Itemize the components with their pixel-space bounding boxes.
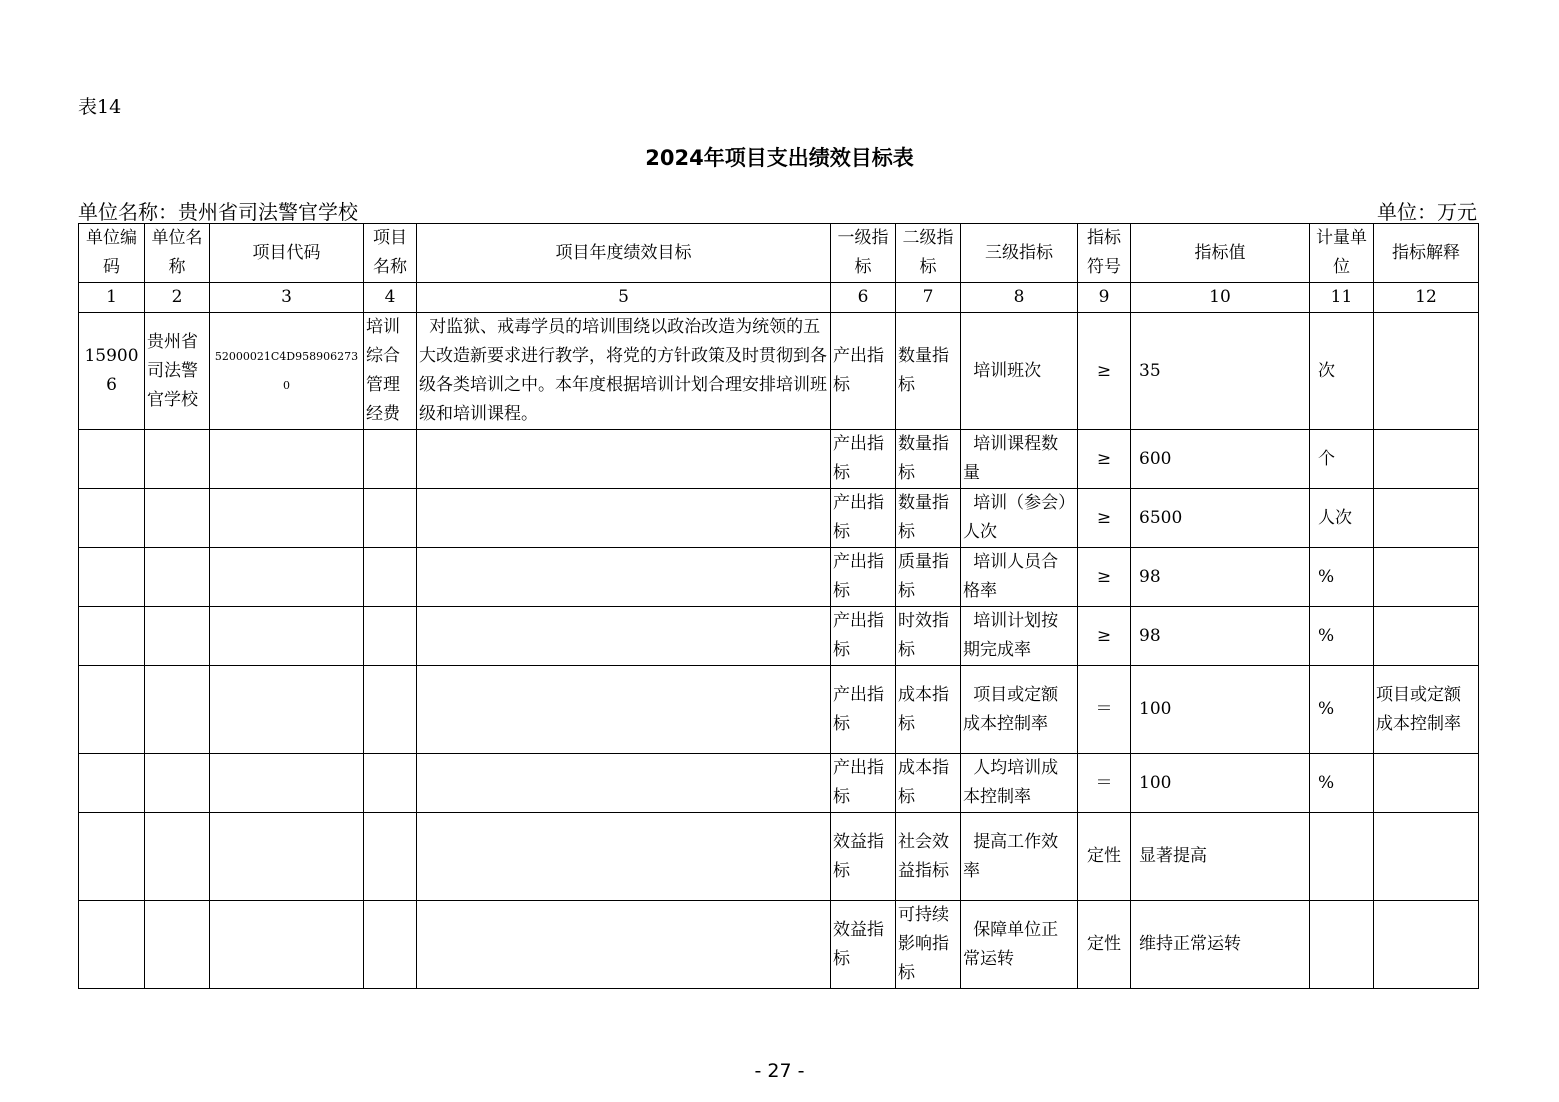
header-cell: 指标解释 [1374, 224, 1479, 283]
empty-cell [417, 607, 831, 666]
indicator-note-cell: 项目或定额成本控制率 [1374, 666, 1479, 754]
indicator-value-cell: 98 [1131, 607, 1310, 666]
empty-cell [145, 489, 210, 548]
measure-unit-cell: 人次 [1310, 489, 1374, 548]
empty-cell [417, 901, 831, 989]
level3-indicator-cell: 培训（参会）人次 [961, 489, 1078, 548]
annual-goal-cell: 对监狱、戒毒学员的培训围绕以政治改造为统领的五大改造新要求进行教学，将党的方针政策及时贯彻到各级各类培训之中。本年度根据培训计划合理安排培训班级和培训课程。 [417, 313, 831, 430]
indicator-note-cell [1374, 901, 1479, 989]
empty-cell [145, 754, 210, 813]
indicator-value-cell: 35 [1131, 313, 1310, 430]
indicator-symbol-cell: ≥ [1078, 548, 1131, 607]
level2-indicator-cell: 数量指标 [896, 313, 961, 430]
header-cell: 计量单位 [1310, 224, 1374, 283]
indicator-value-cell: 显著提高 [1131, 813, 1310, 901]
empty-cell [210, 813, 364, 901]
level1-indicator-cell: 效益指标 [831, 901, 896, 989]
level1-indicator-cell: 产出指标 [831, 666, 896, 754]
column-number: 9 [1078, 283, 1131, 313]
column-number: 6 [831, 283, 896, 313]
level2-indicator-cell: 质量指标 [896, 548, 961, 607]
currency-unit-label: 单位：万元 [1377, 200, 1477, 224]
empty-cell [145, 813, 210, 901]
header-cell: 项目名称 [364, 224, 417, 283]
level3-indicator-cell: 培训班次 [961, 313, 1078, 430]
measure-unit-cell [1310, 813, 1374, 901]
table-row [79, 489, 1479, 548]
empty-cell [145, 666, 210, 754]
measure-unit-cell: % [1310, 548, 1374, 607]
empty-cell [417, 489, 831, 548]
table-row [79, 666, 1479, 754]
level2-indicator-cell: 成本指标 [896, 666, 961, 754]
indicator-note-cell [1374, 813, 1479, 901]
empty-cell [364, 754, 417, 813]
empty-cell [210, 607, 364, 666]
column-number: 2 [145, 283, 210, 313]
header-cell: 单位编码 [79, 224, 145, 283]
indicator-value-cell: 98 [1131, 548, 1310, 607]
header-row [79, 224, 1479, 283]
empty-cell [417, 666, 831, 754]
indicator-note-cell [1374, 430, 1479, 489]
level1-indicator-cell: 产出指标 [831, 313, 896, 430]
measure-unit-cell: 次 [1310, 313, 1374, 430]
table-row [79, 754, 1479, 813]
level1-indicator-cell: 产出指标 [831, 489, 896, 548]
level3-indicator-cell: 项目或定额成本控制率 [961, 666, 1078, 754]
level3-indicator-cell: 培训人员合格率 [961, 548, 1078, 607]
empty-cell [364, 489, 417, 548]
indicator-value-cell: 维持正常运转 [1131, 901, 1310, 989]
indicator-symbol-cell: 定性 [1078, 813, 1131, 901]
column-number: 5 [417, 283, 831, 313]
level2-indicator-cell: 社会效益指标 [896, 813, 961, 901]
table-body [79, 224, 1479, 989]
indicator-value-cell: 100 [1131, 666, 1310, 754]
empty-cell [210, 548, 364, 607]
header-cell: 指标值 [1131, 224, 1310, 283]
empty-cell [210, 666, 364, 754]
project-name-cell: 培训综合管理经费 [364, 313, 417, 430]
column-number: 4 [364, 283, 417, 313]
column-number: 11 [1310, 283, 1374, 313]
header-cell: 项目代码 [210, 224, 364, 283]
table-row [79, 901, 1479, 989]
level1-indicator-cell: 产出指标 [831, 430, 896, 489]
empty-cell [210, 901, 364, 989]
level3-indicator-cell: 培训课程数量 [961, 430, 1078, 489]
measure-unit-cell [1310, 901, 1374, 989]
empty-cell [210, 754, 364, 813]
empty-cell [145, 607, 210, 666]
empty-cell [417, 548, 831, 607]
page-title: 2024年项目支出绩效目标表 [645, 146, 914, 170]
indicator-value-cell: 6500 [1131, 489, 1310, 548]
indicator-note-cell [1374, 754, 1479, 813]
indicator-note-cell [1374, 548, 1479, 607]
indicator-symbol-cell: ≥ [1078, 430, 1131, 489]
empty-cell [145, 548, 210, 607]
unit-name-label: 单位名称：贵州省司法警官学校 [78, 200, 358, 224]
column-number-row [79, 283, 1479, 313]
indicator-note-cell [1374, 607, 1479, 666]
empty-cell [79, 430, 145, 489]
indicator-symbol-cell: ≥ [1078, 489, 1131, 548]
column-number: 8 [961, 283, 1078, 313]
level3-indicator-cell: 提高工作效率 [961, 813, 1078, 901]
empty-cell [364, 901, 417, 989]
level1-indicator-cell: 产出指标 [831, 607, 896, 666]
indicator-symbol-cell: ≥ [1078, 607, 1131, 666]
table-row [79, 430, 1479, 489]
table-number: 表14 [78, 96, 122, 118]
empty-cell [79, 754, 145, 813]
empty-cell [79, 813, 145, 901]
unit-code-cell: 159006 [79, 313, 145, 430]
empty-cell [79, 548, 145, 607]
level1-indicator-cell: 产出指标 [831, 548, 896, 607]
level2-indicator-cell: 数量指标 [896, 430, 961, 489]
level2-indicator-cell: 时效指标 [896, 607, 961, 666]
header-cell: 一级指标 [831, 224, 896, 283]
indicator-symbol-cell: ＝ [1078, 754, 1131, 813]
empty-cell [79, 901, 145, 989]
project-code-cell: 52000021C4D9589062730 [210, 313, 364, 430]
empty-cell [364, 607, 417, 666]
empty-cell [145, 430, 210, 489]
empty-cell [364, 666, 417, 754]
level1-indicator-cell: 效益指标 [831, 813, 896, 901]
indicator-note-cell [1374, 313, 1479, 430]
empty-cell [417, 754, 831, 813]
measure-unit-cell: % [1310, 666, 1374, 754]
empty-cell [79, 666, 145, 754]
measure-unit-cell: 个 [1310, 430, 1374, 489]
indicator-symbol-cell: 定性 [1078, 901, 1131, 989]
empty-cell [210, 489, 364, 548]
empty-cell [417, 813, 831, 901]
table-row [79, 313, 1479, 430]
level1-indicator-cell: 产出指标 [831, 754, 896, 813]
performance-table [78, 223, 1479, 989]
empty-cell [210, 430, 364, 489]
header-cell: 三级指标 [961, 224, 1078, 283]
measure-unit-cell: % [1310, 607, 1374, 666]
header-cell: 二级指标 [896, 224, 961, 283]
column-number: 12 [1374, 283, 1479, 313]
column-number: 10 [1131, 283, 1310, 313]
level2-indicator-cell: 可持续影响指标 [896, 901, 961, 989]
column-number: 1 [79, 283, 145, 313]
table-row [79, 548, 1479, 607]
level3-indicator-cell: 保障单位正常运转 [961, 901, 1078, 989]
unit-name-cell: 贵州省司法警官学校 [145, 313, 210, 430]
level3-indicator-cell: 人均培训成本控制率 [961, 754, 1078, 813]
table-row [79, 607, 1479, 666]
indicator-note-cell [1374, 489, 1479, 548]
column-number: 7 [896, 283, 961, 313]
empty-cell [364, 430, 417, 489]
empty-cell [417, 430, 831, 489]
header-cell: 单位名称 [145, 224, 210, 283]
indicator-symbol-cell: ≥ [1078, 313, 1131, 430]
level3-indicator-cell: 培训计划按期完成率 [961, 607, 1078, 666]
page-number: - 27 - [754, 1060, 805, 1082]
indicator-symbol-cell: ＝ [1078, 666, 1131, 754]
table-row [79, 813, 1479, 901]
level2-indicator-cell: 数量指标 [896, 489, 961, 548]
header-cell: 项目年度绩效目标 [417, 224, 831, 283]
empty-cell [364, 548, 417, 607]
level2-indicator-cell: 成本指标 [896, 754, 961, 813]
measure-unit-cell: % [1310, 754, 1374, 813]
empty-cell [79, 607, 145, 666]
indicator-value-cell: 100 [1131, 754, 1310, 813]
indicator-value-cell: 600 [1131, 430, 1310, 489]
header-cell: 指标符号 [1078, 224, 1131, 283]
empty-cell [145, 901, 210, 989]
empty-cell [364, 813, 417, 901]
empty-cell [79, 489, 145, 548]
column-number: 3 [210, 283, 364, 313]
